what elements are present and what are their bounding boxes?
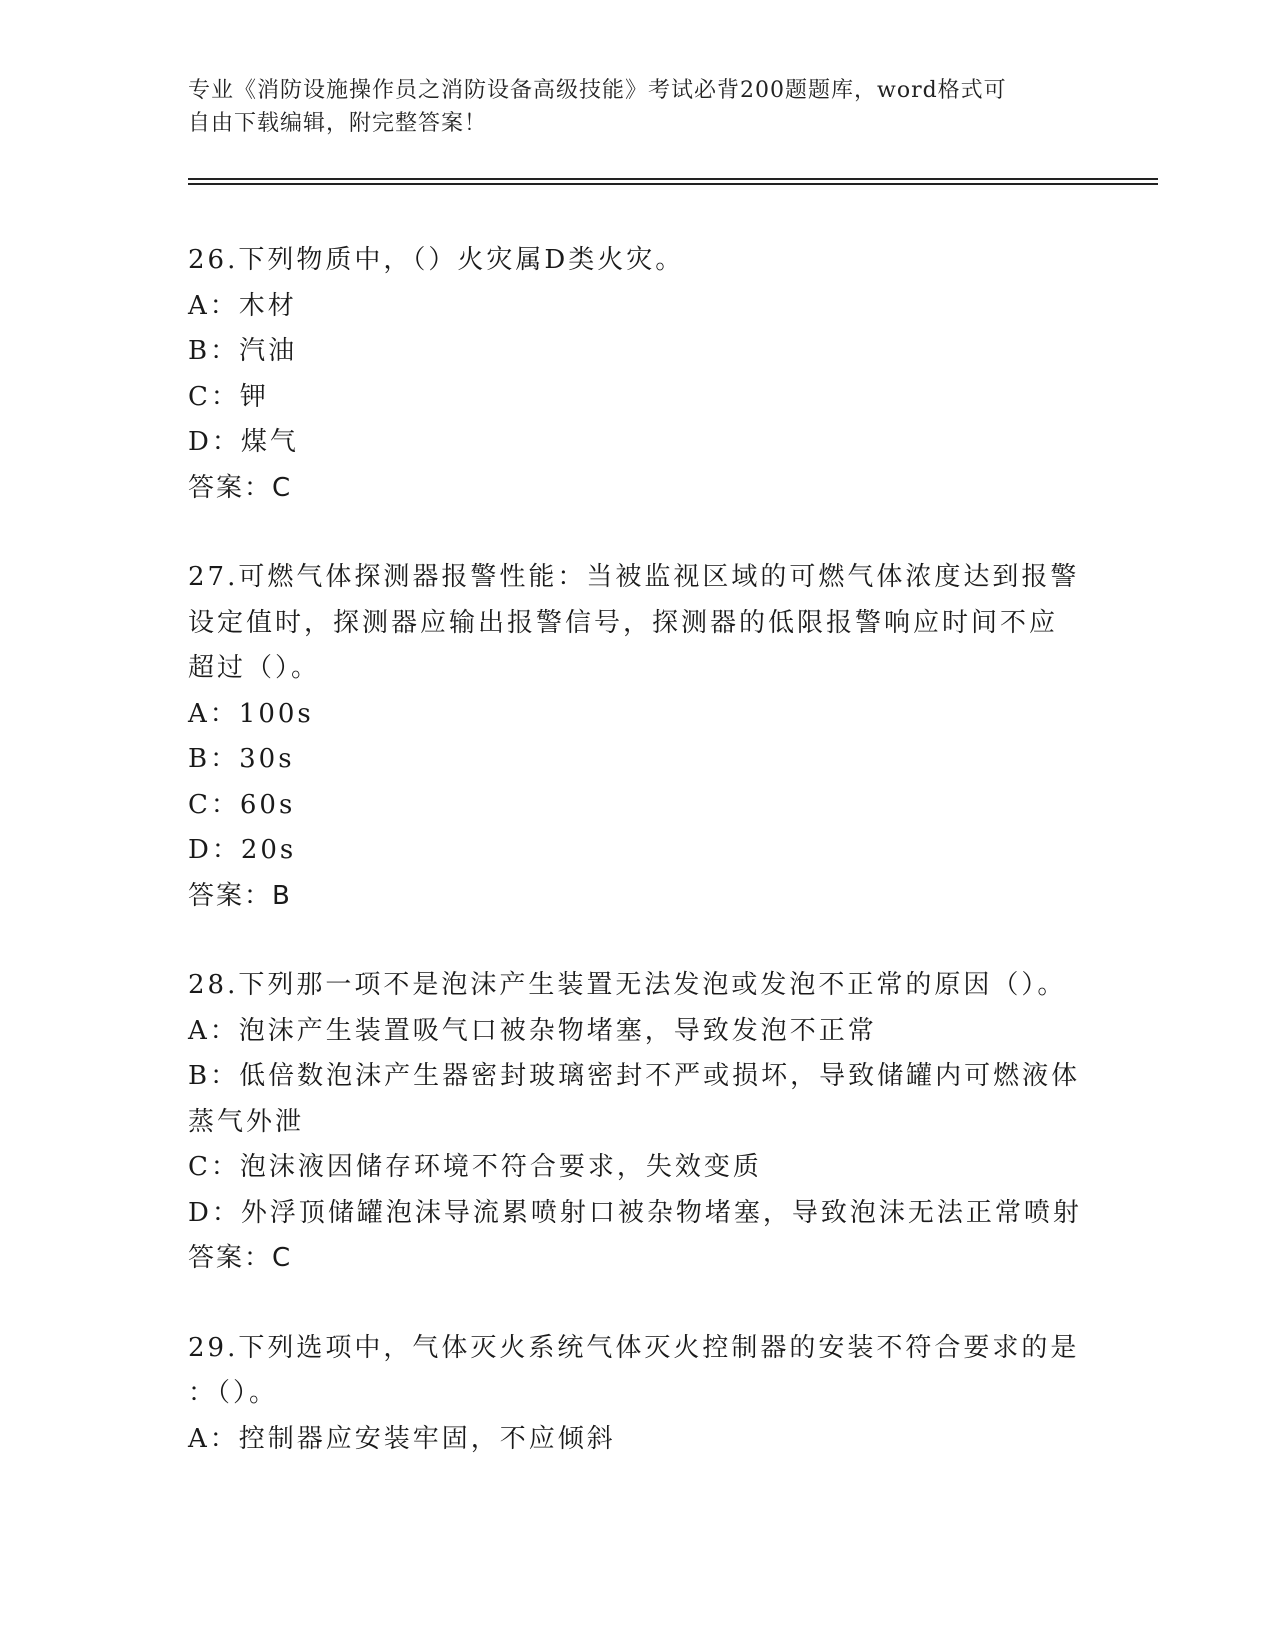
header-divider-top — [188, 178, 1158, 180]
question-28 — [188, 963, 1088, 1282]
question-29 — [188, 1326, 1088, 1463]
option-c: C：60s — [188, 789, 296, 820]
answer-value: C — [272, 472, 292, 503]
header-line-2: 自由下载编辑，附完整答案！ — [188, 111, 488, 136]
question-27 — [188, 555, 1088, 919]
answer — [188, 1236, 1088, 1282]
option-a: A：100s — [188, 698, 314, 729]
option-d: D：外浮顶储罐泡沫导流累喷射口被杂物堵塞，导致泡沫无法正常喷射 — [188, 1197, 1082, 1228]
answer-label: 答案： — [188, 472, 273, 503]
option-b: B：30s — [188, 744, 295, 774]
question-26 — [188, 238, 1088, 511]
answer-label: 答案： — [188, 880, 273, 911]
question-text: 28.下列那一项不是泡沫产生装置无法发泡或发泡不正常的原因（）。 — [188, 970, 1067, 1000]
answer-value: B — [272, 880, 291, 911]
option-c: C：泡沫液因储存环境不符合要求，失效变质 — [188, 1152, 762, 1182]
question-text-line-1: 29.下列选项中，气体灭火系统气体灭火控制器的安装不符合要求的是 — [188, 1332, 1080, 1363]
header-line-1: 专业《消防设施操作员之消防设备高级技能》考试必背200题题库，word格式可 — [188, 78, 1007, 103]
option-b: B：汽油 — [188, 336, 298, 366]
answer — [188, 874, 1088, 920]
question-text-line-2: 设定值时，探测器应输出报警信号，探测器的低限报警响应时间不应 — [188, 607, 1059, 638]
option-a: A：控制器应安装牢固，不应倾斜 — [188, 1423, 616, 1454]
option-a: A：泡沫产生装置吸气口被杂物堵塞，导致发泡不正常 — [188, 1015, 877, 1046]
document-header — [188, 74, 1088, 140]
question-text: 26.下列物质中，（）火灾属D类火灾。 — [188, 245, 685, 275]
answer-value: C — [272, 1243, 292, 1273]
option-c: C：钾 — [188, 381, 269, 412]
question-text-line-2: ：（）。 — [188, 1378, 279, 1408]
option-d: D：煤气 — [188, 427, 299, 457]
question-text-line-3: 超过（）。 — [188, 653, 321, 683]
option-b-continued: 蒸气外泄 — [188, 1106, 305, 1137]
question-list — [188, 238, 1088, 1506]
answer — [188, 466, 1088, 512]
answer-label: 答案： — [188, 1243, 273, 1273]
header-divider-bottom — [188, 183, 1158, 185]
question-text-line-1: 27.可燃气体探测器报警性能：当被监视区域的可燃气体浓度达到报警 — [188, 562, 1080, 592]
option-a: A：木材 — [188, 290, 297, 321]
option-d: D：20s — [188, 835, 297, 865]
option-b: B：低倍数泡沫产生器密封玻璃密封不严或损坏，导致储罐内可燃液体 — [188, 1061, 1081, 1091]
